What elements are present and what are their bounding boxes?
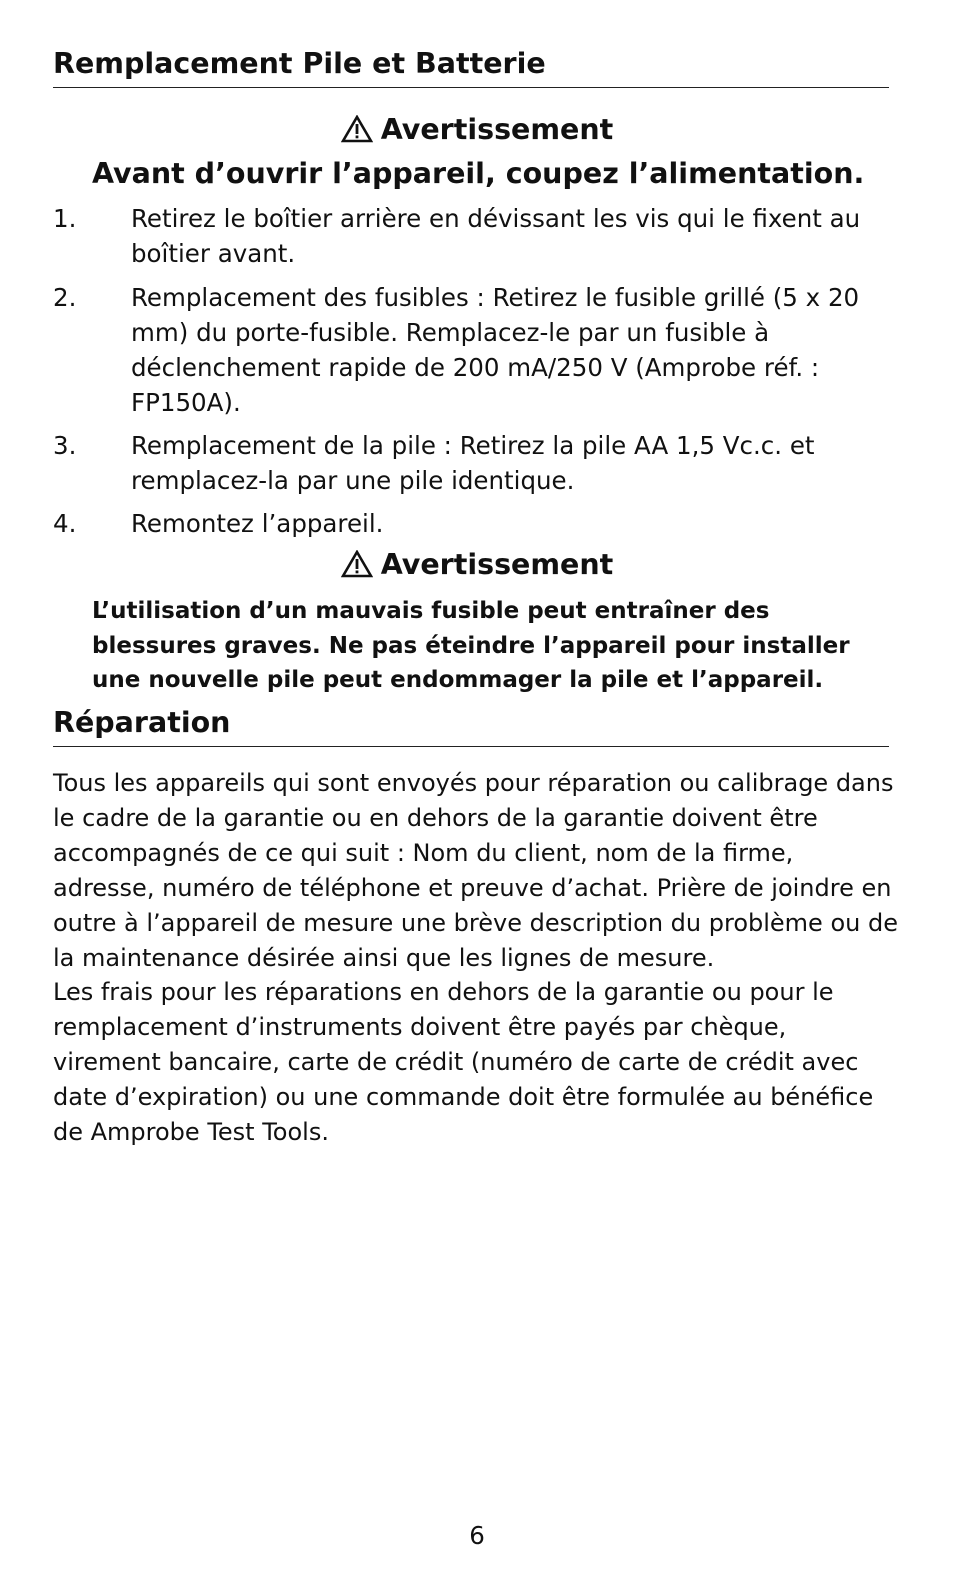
- page-number: 6: [469, 1521, 485, 1550]
- warning-title-1-text: Avertissement: [380, 113, 614, 146]
- list-item-text: Remontez l’appareil.: [131, 509, 384, 538]
- repair-paragraph-1: Tous les appareils qui sont envoyés pour réparation ou calibrage dans le cadre de la garantie ou en dehors de la garantie doivent être accompagnés de ce qui suit : Nom du client, nom de la firme, adresse, numéro de téléphone et preuve d’achat. Prière de joindre en outre à l’appareil de mesure une brève description du problème ou de la maintenance désirée ainsi que les lignes de mesure.: [53, 769, 898, 972]
- repair-paragraph-2: Les frais pour les réparations en dehors de la garantie ou pour le remplacement d’instruments doivent être payés par chèque, virement bancaire, carte de crédit (numéro de carte de crédit avec date d’expiration) ou une commande doit être formulée au bénéfice de Amprobe Test Tools.: [53, 978, 874, 1146]
- warning-body-2: L’utilisation d’un mauvais fusible peut entraîner des blessures graves. Ne pas éteindre l’appareil pour installer une nouvelle pile peut endommager la pile et l’appareil.: [92, 598, 850, 693]
- list-item-number: 2.: [53, 283, 77, 312]
- list-item-number: 1.: [53, 204, 77, 233]
- warning-triangle-icon: [341, 550, 373, 578]
- section-heading-battery-replacement: Remplacement Pile et Batterie: [53, 46, 889, 88]
- warning-title-2: [0, 547, 954, 583]
- list-item-number: 4.: [53, 509, 77, 538]
- list-item-text: Remplacement des fusibles : Retirez le fusible grillé (5 x 20 mm) du porte-fusible. Remplacez-le par un fusible à déclenchement rapide de 200 mA/250 V (Amprobe réf. : FP150A).: [131, 283, 860, 417]
- warning-title-2-text: Avertissement: [380, 548, 614, 581]
- list-item-number: 3.: [53, 431, 77, 460]
- warning-triangle-icon: [341, 115, 373, 143]
- list-item-text: Retirez le boîtier arrière en dévissant les vis qui le fixent au boîtier avant.: [131, 204, 861, 268]
- warning-title-1: [0, 112, 954, 148]
- list-item-text: Remplacement de la pile : Retirez la pile AA 1,5 Vc.c. et remplacez-la par une pile identique.: [131, 431, 815, 495]
- section-heading-repair: Réparation: [53, 705, 889, 747]
- warning-subtitle-1: Avant d’ouvrir l’appareil, coupez l’alimentation.: [92, 157, 865, 190]
